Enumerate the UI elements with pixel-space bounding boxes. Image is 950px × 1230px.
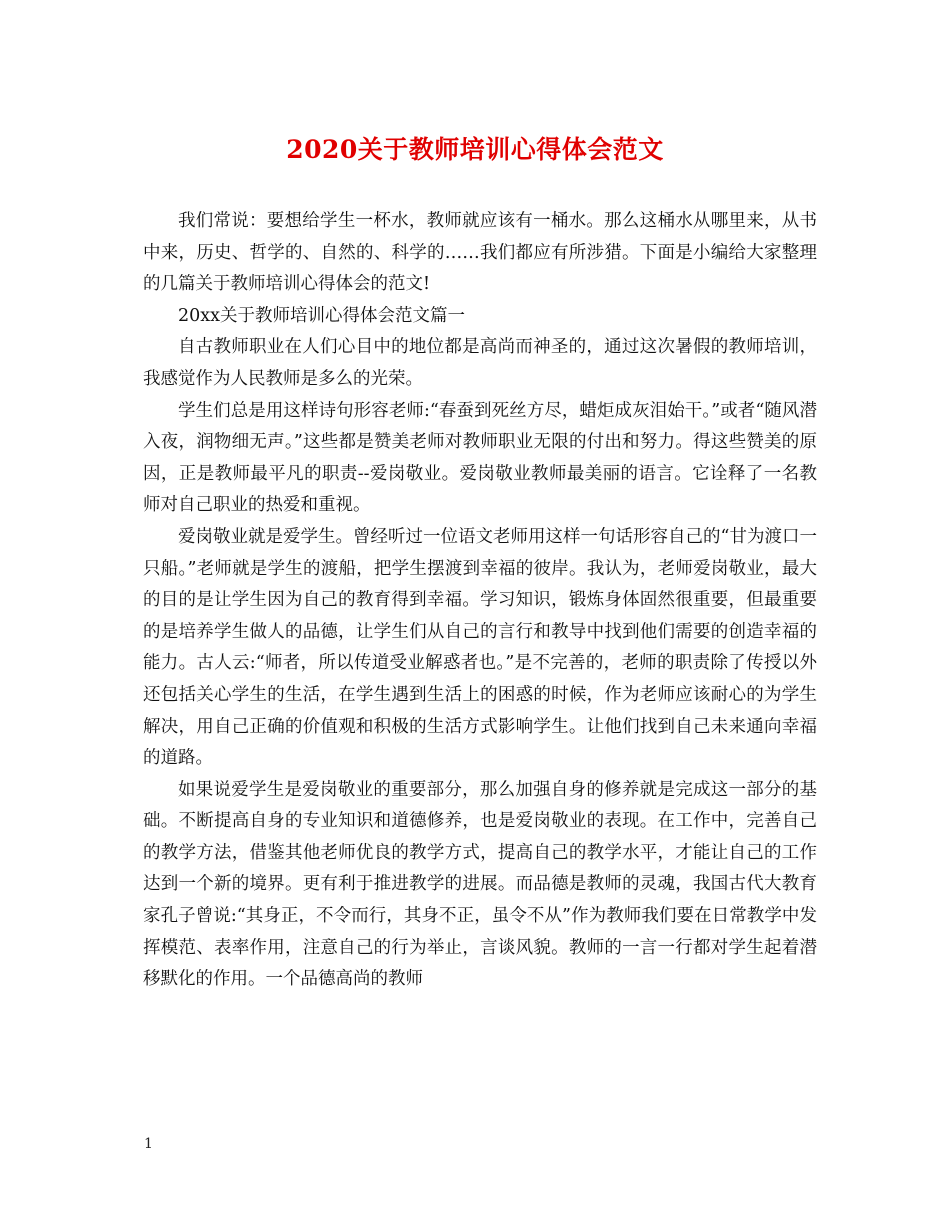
paragraph-intro: 我们常说：要想给学生一杯水，教师就应该有一桶水。那么这桶水从哪里来，从书中来，历史、哲学的、自然的、科学的……我们都应有所涉猎。下面是小编给大家整理的几篇关于教师培训心得体会的范文! <box>143 211 817 295</box>
page-number: 1 <box>144 1136 153 1152</box>
document-body <box>143 206 817 996</box>
paragraph: 爱岗敬业就是爱学生。曾经听过一位语文老师用这样一句话形容自己的“甘为渡口一只船。”老师就是学生的渡船，把学生摆渡到幸福的彼岸。我认为，老师爱岗敬业，最大的目的是让学生因为自己的教育得到幸福。学习知识，锻炼身体固然很重要，但最重要的是培养学生做人的品德，让学生们从自己的言行和教导中找到他们需要的创造幸福的能力。古人云:“师者，所以传道受业解惑者也。”是不完善的，老师的职责除了传授以外还包括关心学生的生活，在学生遇到生活上的困惑的时候，作为老师应该耐心的为学生解决，用自己正确的价值观和积极的生活方式影响学生。让他们找到自己未来通向幸福的道路。 <box>143 526 817 769</box>
section-heading: 20xx关于教师培训心得体会范文篇一 <box>178 305 466 326</box>
paragraph: 自古教师职业在人们心目中的地位都是高尚而神圣的，通过这次暑假的教师培训，我感觉作为人民教师是多么的光荣。 <box>143 337 817 389</box>
document-title: 2020关于教师培训心得体会范文 <box>286 135 664 164</box>
paragraph: 如果说爱学生是爱岗敬业的重要部分，那么加强自身的修养就是完成这一部分的基础。不断提高自身的专业知识和道德修养，也是爱岗敬业的表现。在工作中，完善自己的教学方法，借鉴其他老师优良的教学方式，提高自己的教学水平，才能让自己的工作达到一个新的境界。更有利于推进教学的进展。而品德是教师的灵魂，我国古代大教育家孔子曾说:“其身正，不令而行，其身不正，虽令不从”作为教师我们要在日常教学中发挥模范、表率作用，注意自己的行为举止，言谈风貌。教师的一言一行都对学生起着潜移默化的作用。一个品德高尚的教师 <box>143 779 817 990</box>
paragraph: 学生们总是用这样诗句形容老师:“春蚕到死丝方尽，蜡炬成灰泪始干。”或者“随风潜入夜，润物细无声。”这些都是赞美老师对教师职业无限的付出和努力。得这些赞美的原因，正是教师最平凡的职责--爱岗敬业。爱岗敬业教师最美丽的语言。它诠释了一名教师对自己职业的热爱和重视。 <box>143 400 817 516</box>
